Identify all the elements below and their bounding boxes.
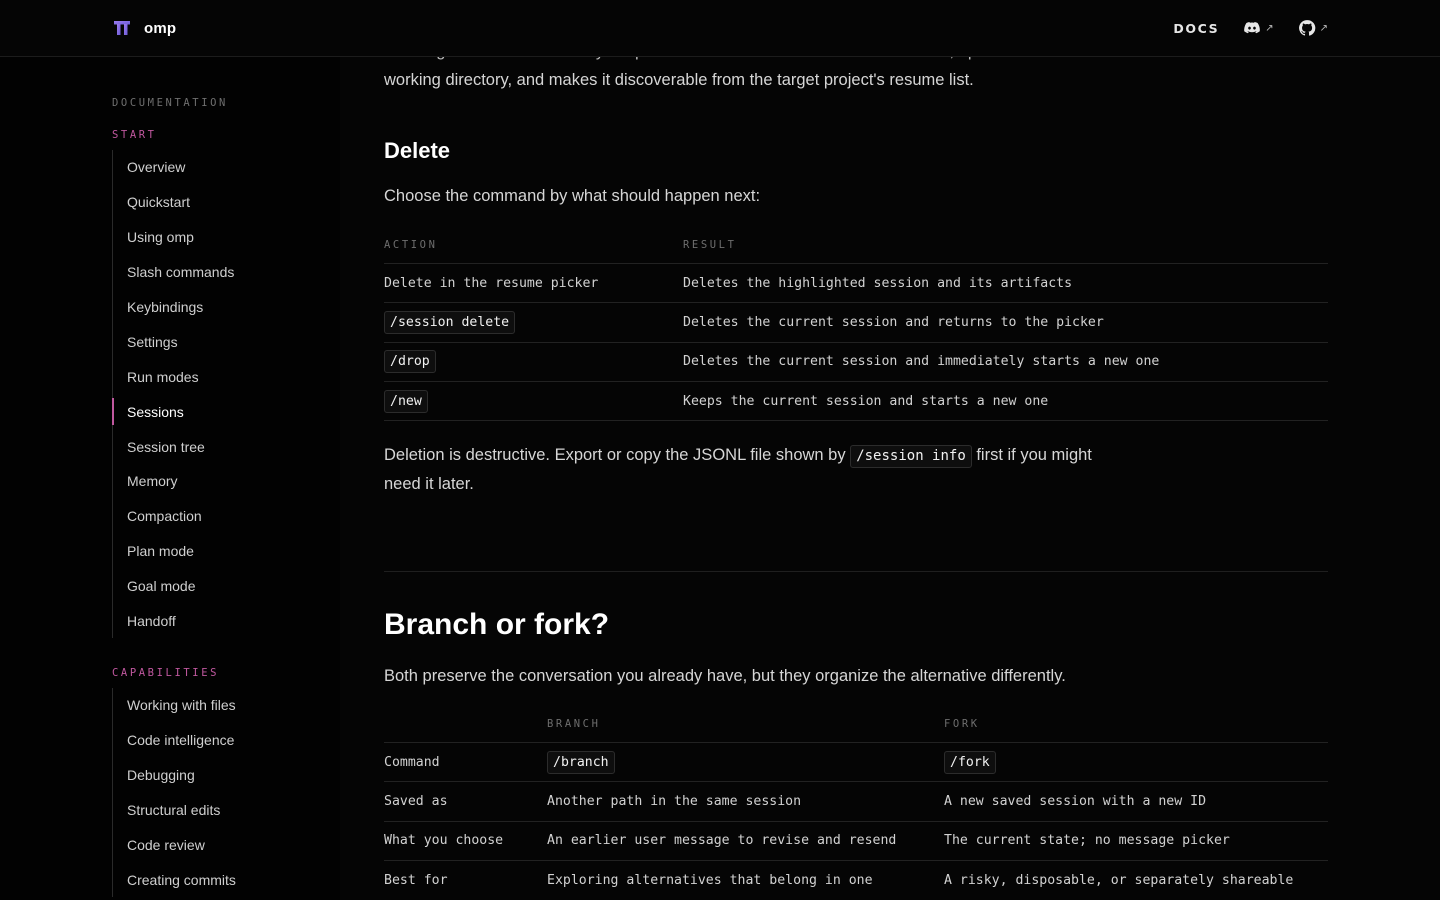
fork-text: The current state; no message picker: [944, 833, 1230, 849]
fork-text: A new saved session with a new ID: [944, 794, 1207, 810]
github-link[interactable]: [1298, 19, 1328, 37]
branch-command-code: /branch: [547, 751, 615, 774]
branch-text: Another path in the same session: [547, 794, 802, 810]
action-cell: [384, 276, 683, 291]
branch-fork-table: [384, 706, 1328, 900]
table-row: [384, 264, 1328, 303]
omp-logo-icon: [112, 18, 134, 38]
column-header-fork: FORK: [944, 718, 980, 730]
fork-cell: [944, 751, 1328, 774]
command-code: /new: [384, 390, 428, 413]
action-cell: [384, 311, 683, 334]
fork-cell: [944, 873, 1328, 888]
discord-link[interactable]: [1243, 19, 1273, 37]
fork-cell: [944, 794, 1328, 809]
result-cell: Deletes the current session and immediately starts a new one: [683, 354, 1160, 370]
row-key-cell: Saved as: [384, 794, 448, 810]
row-key-cell: Command: [384, 754, 440, 770]
sidebar-item-run-modes[interactable]: Run modes: [127, 368, 199, 385]
column-header-result: RESULT: [683, 239, 737, 251]
result-cell: Deletes the highlighted session and its artifacts: [683, 275, 1073, 291]
branch-cell: [547, 751, 944, 774]
command-code: /session delete: [384, 311, 515, 334]
fork-text: A risky, disposable, or separately shareable: [944, 872, 1294, 888]
sidebar-item-handoff[interactable]: Handoff: [127, 613, 176, 630]
brand-name: omp: [144, 19, 177, 37]
sidebar-section-capabilities: CAPABILITIES: [112, 667, 220, 679]
sidebar-item-settings[interactable]: Settings: [127, 333, 178, 350]
column-header-action: ACTION: [384, 239, 438, 251]
branch-lead: Both preserve the conversation you already have, but they organize the alternative differently.: [384, 667, 1066, 685]
sidebar-item-structural-edits[interactable]: Structural edits: [127, 802, 221, 819]
table-row: [384, 822, 1328, 861]
table-row: [384, 303, 1328, 342]
sidebar-item-code-review[interactable]: Code review: [127, 837, 205, 853]
table-row: [384, 343, 1328, 382]
sidebar-start-group: [112, 150, 312, 638]
section-divider: [384, 571, 1328, 572]
external-arrow-icon: ↗: [1265, 22, 1274, 34]
sidebar-item-memory[interactable]: Memory: [127, 473, 178, 490]
row-key-cell: Best for: [384, 872, 448, 888]
sidebar-item-sessions[interactable]: Sessions: [113, 394, 312, 429]
result-cell: Keeps the current session and starts a new one: [683, 393, 1049, 409]
action-cell: [384, 390, 683, 413]
result-cell: Deletes the current session and returns to the picker: [683, 314, 1104, 330]
sidebar-item-session-tree[interactable]: Session tree: [127, 438, 205, 455]
session-info-code: /session info: [850, 445, 972, 468]
branch-text: Exploring alternatives that belong in one: [547, 872, 873, 888]
sidebar-item-overview[interactable]: Overview: [127, 159, 186, 176]
brand-home-link[interactable]: [112, 16, 176, 40]
sidebar-item-using-omp[interactable]: Using omp: [127, 229, 194, 246]
sidebar-item-plan-mode[interactable]: Plan mode: [127, 543, 194, 560]
branch-table-header: [384, 706, 1328, 743]
deletion-warning-text-end: first if you might need it later.: [384, 446, 1092, 493]
main-content: [384, 0, 1328, 900]
column-header-branch: BRANCH: [547, 718, 601, 730]
delete-table-header: [384, 227, 1328, 264]
sidebar-capabilities-group: [112, 688, 312, 897]
table-row: [384, 382, 1328, 421]
github-icon: [1298, 19, 1316, 37]
sidebar-item-quickstart[interactable]: Quickstart: [127, 194, 191, 211]
sidebar-item-code-intelligence[interactable]: Code intelligence: [127, 732, 235, 749]
action-text: Delete in the resume picker: [384, 275, 599, 291]
fork-cell: [944, 833, 1328, 848]
sidebar-item-debugging[interactable]: Debugging: [127, 767, 195, 784]
paragraph-move: working directory, and makes it discoverable from the target project's resume list.: [384, 71, 974, 89]
heading-branch-or-fork: Branch or fork?: [384, 608, 610, 641]
sidebar-item-keybindings[interactable]: Keybindings: [127, 299, 204, 315]
sidebar-documentation-label: DOCUMENTATION: [112, 97, 228, 109]
heading-delete: Delete: [384, 138, 451, 163]
branch-cell: [547, 873, 944, 888]
branch-cell: [547, 833, 944, 848]
docs-sidebar: [0, 57, 340, 900]
sidebar-item-compaction[interactable]: Compaction: [127, 508, 202, 525]
table-row: [384, 861, 1328, 900]
deletion-warning-text: Deletion is destructive. Export or copy the JSONL file shown by: [384, 446, 851, 464]
row-key-cell: What you choose: [384, 833, 504, 849]
external-arrow-icon: ↗: [1319, 22, 1328, 34]
top-nav-links: [1173, 17, 1328, 39]
table-row: [384, 782, 1328, 821]
delete-table: [384, 227, 1328, 421]
branch-text: An earlier user message to revise and resend: [547, 833, 897, 849]
sidebar-section-start: START: [112, 129, 157, 141]
sidebar-item-slash-commands[interactable]: Slash commands: [127, 264, 235, 281]
command-code: /drop: [384, 350, 436, 373]
top-navbar: [0, 0, 1440, 57]
discord-icon: [1243, 19, 1261, 37]
action-cell: [384, 350, 683, 373]
branch-cell: [547, 794, 944, 809]
sidebar-item-creating-commits[interactable]: Creating commits: [127, 871, 236, 888]
delete-lead: Choose the command by what should happen next:: [384, 187, 761, 205]
sidebar-item-working-with-files[interactable]: Working with files: [127, 697, 236, 714]
docs-link[interactable]: DOCS: [1173, 20, 1220, 36]
sidebar-item-goal-mode[interactable]: Goal mode: [127, 578, 196, 595]
deletion-warning: [384, 441, 1104, 499]
table-row: [384, 743, 1328, 782]
fork-command-code: /fork: [944, 751, 996, 774]
